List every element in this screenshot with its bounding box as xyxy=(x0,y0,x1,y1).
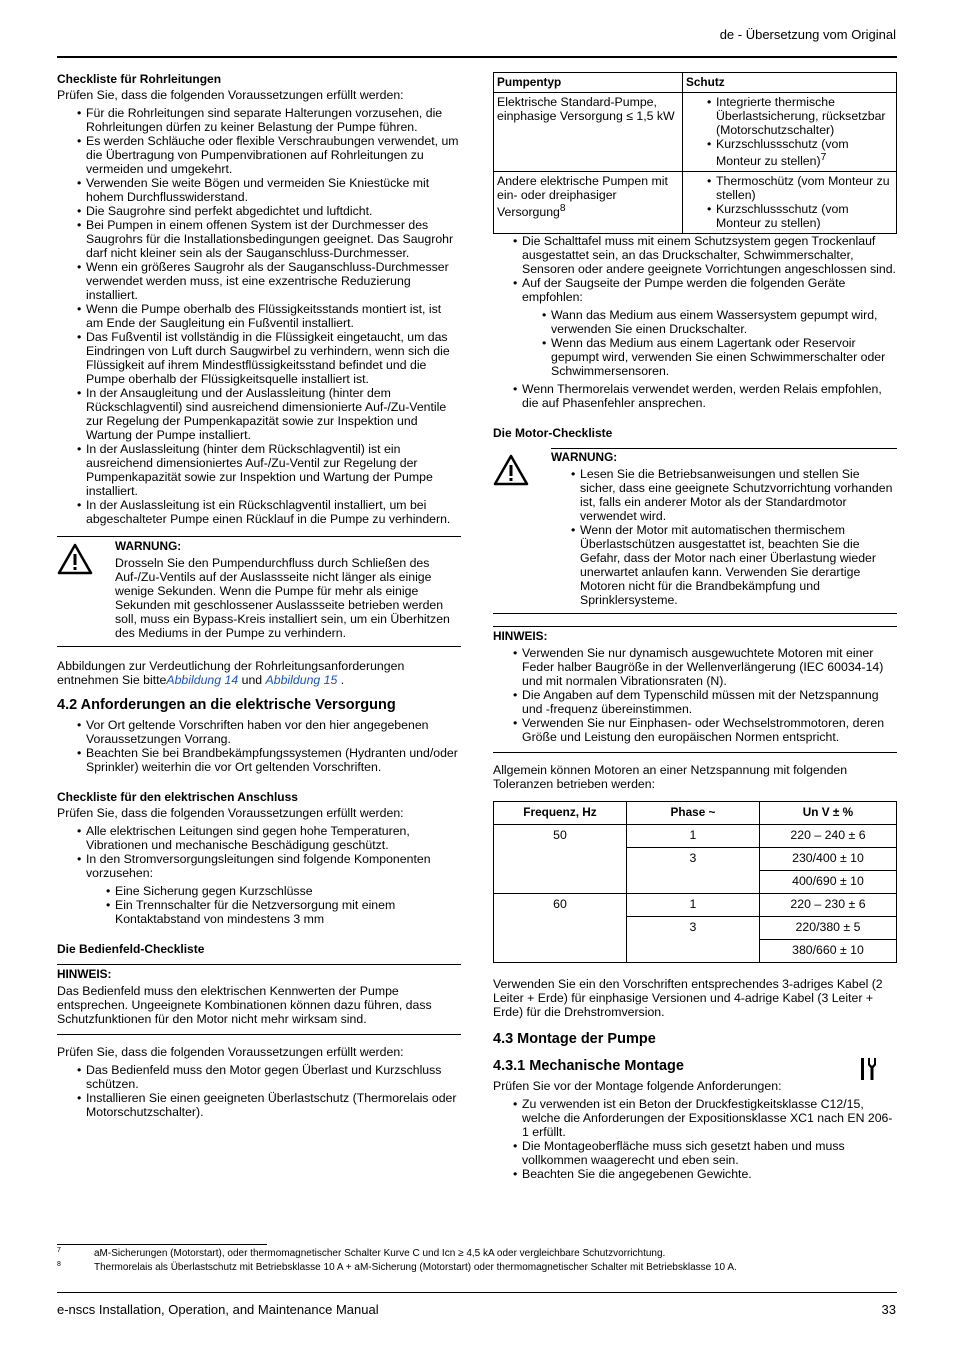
section-4-3-1-title: 4.3.1 Mechanische Montage xyxy=(493,1058,684,1075)
voltage-table xyxy=(493,801,897,963)
list-item: • Die Schalttafel muss mit einem Schutzsystem gegen Trockenlauf ausgestattet sein, an das Druckschalter, Schwimmerschalter, Sensoren oder andere geeignete Vorrichtungen angeschlossen sind. xyxy=(522,234,897,276)
table-cell: 400/690 ± 10 xyxy=(759,871,896,894)
sec42-list xyxy=(57,718,461,774)
table-header: Phase ~ xyxy=(626,802,759,825)
list-item: • Integrierte thermische Überlastsicherung, rücksetzbar (Motorschutzschalter) xyxy=(716,95,893,137)
table-cell: 380/660 ± 10 xyxy=(759,940,896,963)
table-header: Pumpentyp xyxy=(494,73,683,93)
figure-14-link[interactable]: Abbildung 14 xyxy=(166,673,239,687)
pipe-list xyxy=(57,106,461,526)
page-number: 33 xyxy=(881,1302,896,1317)
protection-table xyxy=(493,72,897,234)
cable-text: Verwenden Sie ein den Vorschriften entsprechendes 3-adriges Kabel (2 Leiter + Erde) für einphasige Versionen und 4-adrige Kabel (3 Leiter + Erde) für die Drehstromversion. xyxy=(493,977,883,1020)
list-item: • Das Fußventil ist vollständig in die Flüssigkeit eingetaucht, um das Eindringen von Luft durch Saugwirbel zu verhindern, wenn sich die Flüssigkeit auf ihrem Mindestflüssigkeitsstand befindet und die Pumpe oberhalb der Flüssigkeitsquelle installiert ist. xyxy=(86,330,461,386)
table-cell: 220 – 230 ± 6 xyxy=(759,894,896,917)
header-text: de - Übersetzung vom Original xyxy=(719,27,896,42)
list-item: • Wenn der Motor mit automatischen thermischem Überlastschützen ausgestattet ist, beachten Sie die Gefahr, dass der Motor nach einer Überlastung wieder unerwartet anlaufen kann. Verwenden Sie derartige Motoren nicht für die Brandbekämpfung und Sprinklersysteme. xyxy=(580,523,897,607)
table-header: Un V ± % xyxy=(759,802,896,825)
list-item: • Auf der Saugseite der Pumpe werden die folgenden Geräte empfohlen: xyxy=(522,276,897,304)
left-column xyxy=(57,72,461,1123)
pipe-intro: Prüfen Sie, dass die folgenden Voraussetzungen erfüllt werden: xyxy=(57,88,404,102)
list-item: • Es werden Schläuche oder flexible Verschraubungen verwendet, um die Übertragung von Pumpenvibrationen auf Rohrleitungen zu vermeiden und umgekehrt. xyxy=(86,134,461,176)
footer-rule xyxy=(57,1292,897,1293)
warning-triangle-icon xyxy=(493,454,529,486)
right-column xyxy=(493,72,897,1185)
warning-title: WARNUNG: xyxy=(551,450,618,465)
table-cell xyxy=(683,93,897,172)
mount-list xyxy=(493,1097,897,1181)
electrical-list xyxy=(57,824,461,880)
electrical-intro: Prüfen Sie, dass die folgenden Voraussetzungen erfüllt werden: xyxy=(57,806,404,820)
warning-box xyxy=(57,536,461,647)
figure-reference: Abbildungen zur Verdeutlichung der Rohrleitungsanforderungen entnehmen Sie bitteAbbildung 14 und Abbildung 15 . xyxy=(57,659,405,687)
table-cell: 3 xyxy=(626,917,759,963)
list-item: • Wenn Thermorelais verwendet werden, werden Relais empfohlen, die auf Phasenfehler ansprechen. xyxy=(522,382,897,410)
list-item: • Eine Sicherung gegen Kurzschlüsse xyxy=(115,884,461,898)
list-item: • Bei Pumpen in einem offenen System ist der Durchmesser des Saugrohrs für die Installationsbedingungen geeignet. Das Saugrohr darf nicht kleiner sein als der Sauganschluss-Durchmesser. xyxy=(86,218,461,260)
electrical-checklist-title: Checkliste für den elektrischen Anschluss xyxy=(57,790,298,804)
table-cell: 1 xyxy=(626,894,759,917)
note-title: HINWEIS: xyxy=(57,967,112,981)
table-header: Schutz xyxy=(683,73,897,93)
table-cell: 220/380 ± 5 xyxy=(759,917,896,940)
list-item: • Für die Rohrleitungen sind separate Halterungen vorzusehen, die Rohrleitungen dürfen zu keiner Belastung der Pumpe führen. xyxy=(86,106,461,134)
footer-title: e-nscs Installation, Operation, and Maintenance Manual xyxy=(57,1302,379,1317)
voltage-intro: Allgemein können Motoren an einer Netzspannung mit folgenden Toleranzen betrieben werden: xyxy=(493,763,848,792)
table-cell xyxy=(683,172,897,234)
list-item: • Ein Trennschalter für die Netzversorgung mit einem Kontaktabstand von mindestens 3 mm xyxy=(115,898,461,926)
footnote-ref: 7 xyxy=(820,152,827,163)
panel-list xyxy=(57,1063,461,1119)
table-header: Frequenz, Hz xyxy=(494,802,627,825)
list-item: • Kurzschlussschutz (vom Monteur zu stellen)$^7$ xyxy=(716,137,893,168)
list-item: • Alle elektrischen Leitungen sind gegen hohe Temperaturen, Vibrationen und mechanische Beschädigung geschützt. xyxy=(86,824,461,852)
list-item: • Beachten Sie die angegebenen Gewichte. xyxy=(522,1167,897,1181)
list-item: • Kurzschlussschutz (vom Monteur zu stellen) xyxy=(716,202,893,230)
list-item: • Verwenden Sie weite Bögen und vermeiden Sie Kniestücke mit hohem Durchflusswiderstand. xyxy=(86,176,461,204)
table-cell: 3 xyxy=(626,848,759,894)
list-item: • Verwenden Sie nur Einphasen- oder Wechselstrommotoren, deren Größe und Leistung den europäischen Normen entspricht. xyxy=(522,716,897,744)
list-item: • Thermoschütz (vom Monteur zu stellen) xyxy=(716,174,893,202)
list-item: • Die Saugrohre sind perfekt abgedichtet und luftdicht. xyxy=(86,204,461,218)
table-cell: Elektrische Standard-Pumpe, einphasige Versorgung ≤ 1,5 kW xyxy=(494,93,683,172)
list-item: • Die Angaben auf dem Typenschild müssen mit der Netzspannung und -frequenz übereinstimmen. xyxy=(522,688,897,716)
suction-sublist xyxy=(522,308,897,378)
note-text: Das Bedienfeld muss den elektrischen Kennwerten der Pumpe entsprechen. Ungeeignete Kombinationen können dazu führen, dass Schutzfunktionen für den Motor nicht mehr wirksam sind. xyxy=(57,984,432,1026)
list-item: • Installieren Sie einen geeigneten Überlastschutz (Thermorelais oder Motorschutzschalter). xyxy=(86,1091,461,1119)
list-item: • Vor Ort geltende Vorschriften haben vor den hier angegebenen Voraussetzungen Vorrang. xyxy=(86,718,461,746)
motor-warning-box xyxy=(493,448,897,614)
footnote-ref: 8 xyxy=(559,203,566,215)
panel-checklist-title: Die Bedienfeld-Checkliste xyxy=(57,942,205,956)
list-item: • In den Stromversorgungsleitungen sind folgende Komponenten vorzusehen: xyxy=(86,852,461,880)
warning-triangle-icon xyxy=(57,543,93,575)
list-item: • Die Montageoberfläche muss sich gesetzt haben und muss vollkommen waagerecht und eben sein. xyxy=(522,1139,897,1167)
list-item: • Lesen Sie die Betriebsanweisungen und stellen Sie sicher, dass eine geeignete Schutzvorrichtung vorhanden ist, falls ein anderer Motor als der Standardmotor verwendet wird. xyxy=(580,467,897,523)
warning-text: Drosseln Sie den Pumpendurchfluss durch Schließen des Auf-/Zu-Ventils auf der Auslassseite nicht länger als einige wenige Sekunden. Wenn die Pumpe für mehr als einige Sekunden mit geschlossener Auslassseite betrieben werden soll, muss ein Bypass-Kreis installiert sein, um ein Überhitzen des Mediums in der Pumpe zu verhindern. xyxy=(115,556,450,640)
mount-intro: Prüfen Sie vor der Montage folgende Anforderungen: xyxy=(493,1079,782,1094)
table-cell: 50 xyxy=(494,825,627,894)
list-item: • Wenn das Medium aus einem Lagertank oder Reservoir gepumpt wird, verwenden Sie einen Schwimmerschalter oder Schwimmersensoren. xyxy=(551,336,897,378)
list-item: • In der Auslassleitung ist ein Rückschlagventil installiert, um bei abgeschalteter Pumpe einen Rücklauf in die Pumpe zu verhindern. xyxy=(86,498,461,526)
note-title: HINWEIS: xyxy=(493,629,548,644)
list-item: • Das Bedienfeld muss den Motor gegen Überlast und Kurzschluss schützen. xyxy=(86,1063,461,1091)
list-item: • Wenn ein größeres Saugrohr als der Sauganschluss-Durchmesser verwendet werden muss, ist eine exzentrische Reduzierung installiert. xyxy=(86,260,461,302)
list-item: • Verwenden Sie nur dynamisch ausgewuchtete Motoren mit einer Feder halber Baugröße in der Wellenverlängerung (IEC 60034-14) und mit normalen Vibrationsraten (N). xyxy=(522,646,897,688)
motor-checklist-title: Die Motor-Checkliste xyxy=(493,426,613,441)
header-rule xyxy=(57,56,897,58)
table-cell: 1 xyxy=(626,825,759,848)
panel-requirements-list xyxy=(493,234,897,304)
table-cell: 220 – 240 ± 6 xyxy=(759,825,896,848)
warning-title: WARNUNG: xyxy=(115,539,182,553)
list-item: • Wenn die Pumpe oberhalb des Flüssigkeitsstands montiert ist, ist am Ende der Saugleitung ein Fußventil installiert. xyxy=(86,302,461,330)
panel-intro: Prüfen Sie, dass die folgenden Voraussetzungen erfüllt werden: xyxy=(57,1045,404,1059)
table-cell: Andere elektrische Pumpen mit ein- oder dreiphasiger Versorgung$^8$ xyxy=(494,172,683,234)
note-box xyxy=(57,964,461,1035)
relay-list xyxy=(493,382,897,410)
table-cell: 230/400 ± 10 xyxy=(759,848,896,871)
list-item: • Beachten Sie bei Brandbekämpfungssystemen (Hydranten und/oder Sprinkler) weiterhin die vor Ort geltenden Vorschriften. xyxy=(86,746,461,774)
electrical-sublist xyxy=(86,884,461,926)
motor-note-box xyxy=(493,626,897,753)
table-cell: 60 xyxy=(494,894,627,963)
section-4-3-title: 4.3 Montage der Pumpe xyxy=(493,1031,656,1048)
list-item: • Wann das Medium aus einem Wassersystem gepumpt wird, verwenden Sie einen Druckschalter. xyxy=(551,308,897,336)
list-item: • In der Auslassleitung (hinter dem Rückschlagventil) ist ein ausreichend dimensioniertes Auf-/Zu-Ventil zur Regelung der Pumpenkapazität sowie zur Inspektion und Wartung der Pumpe installiert. xyxy=(86,442,461,498)
footnote-rule xyxy=(57,1244,267,1245)
list-item: • Zu verwenden ist ein Beton der Druckfestigkeitsklasse C12/15, welche die Anforderungen der Expositionsklasse XC1 nach EN 206-1 erfüllt. xyxy=(522,1097,897,1139)
figure-15-link[interactable]: Abbildung 15 xyxy=(265,673,338,687)
tools-icon xyxy=(859,1056,877,1082)
pipe-checklist-title: Checkliste für Rohrleitungen xyxy=(57,72,222,86)
section-4-2-title: 4.2 Anforderungen an die elektrische Versorgung xyxy=(57,697,396,713)
list-item: • In der Ansaugleitung und der Auslassleitung (hinter dem Rückschlagventil) sind ausreichend dimensionierte Auf-/Zu-Ventile zur Regelung der Pumpenkapazität sowie zur Inspektion und Wartung der Pumpe installiert. xyxy=(86,386,461,442)
